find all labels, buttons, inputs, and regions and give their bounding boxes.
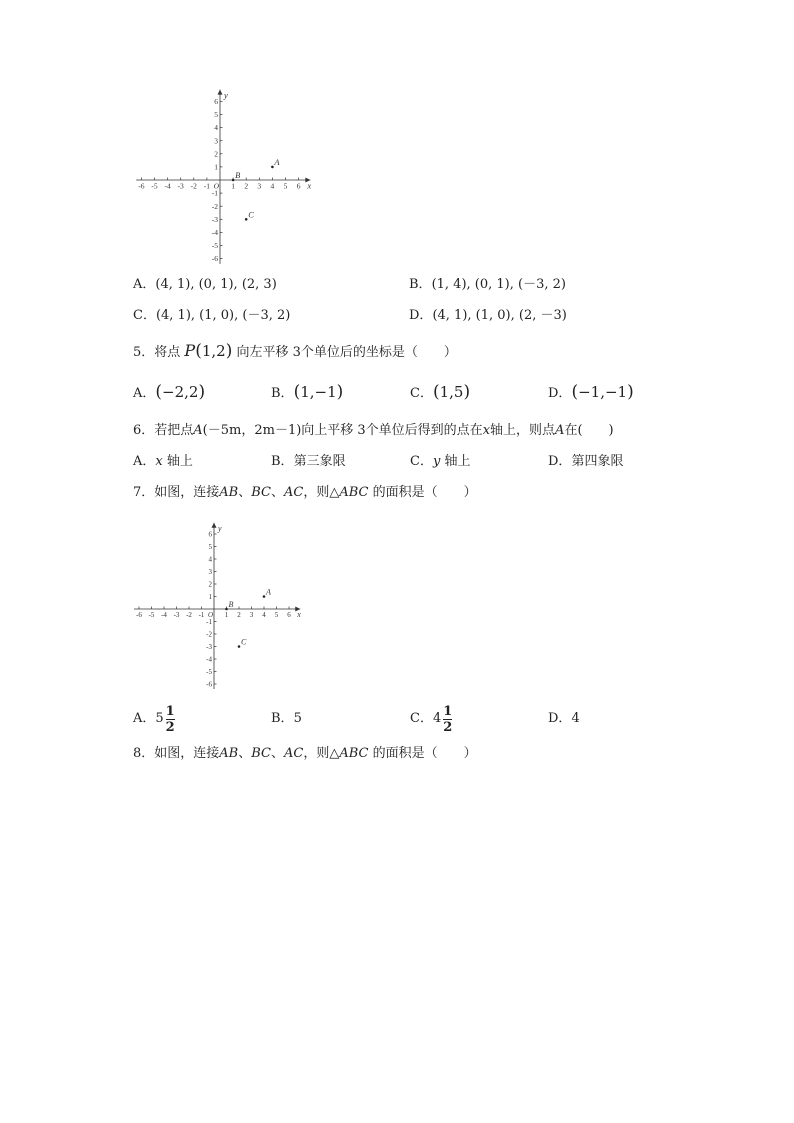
x-tick-label: -2 [190,181,197,191]
x-tick-label: -3 [177,181,184,191]
y-tick-label: -2 [211,201,218,211]
x-tick-label: 3 [257,181,262,191]
y-tick-label: -5 [206,667,212,676]
y-axis-arrow [218,90,223,95]
q6-option-b[interactable]: B．第三象限 [271,454,346,469]
y-tick-label: 3 [214,136,218,146]
coordinate-graph-2 [120,513,320,697]
origin-label: O [207,611,213,619]
x-axis-label: x [297,610,301,619]
x-tick-label: -6 [136,611,142,619]
x-tick-label: 3 [249,611,254,619]
x-tick-label: 2 [244,181,249,191]
y-tick-label: -4 [211,228,218,238]
point-label-B: B [235,170,241,180]
origin-label: O [213,181,219,191]
y-axis-label: y [218,523,222,533]
question-6: 6．若把点A(－5m，2m－1)向上平移 3个单位后得到的点在x轴上，则点A在( ) [133,423,614,438]
point-B [232,179,235,182]
y-tick-label: -6 [206,680,212,689]
x-tick-label: -1 [203,181,211,191]
q4-option-d[interactable]: D．(4, 1), (1, 0), (2, －3) [409,308,567,323]
x-tick-label: -2 [186,611,192,619]
point-B [225,608,228,611]
q5-option-c[interactable]: C．(1,5) [410,382,471,402]
q7-option-d[interactable]: D．4 [548,711,580,726]
y-tick-label: 4 [214,123,218,133]
q7-option-b[interactable]: B．5 [271,711,302,726]
fraction: $\frac{1}{2}$ [165,703,175,735]
x-tick-label: 1 [231,181,235,191]
y-tick-label: 1 [214,162,218,172]
q4-option-b[interactable]: B．(1, 4), (0, 1), (－3, 2) [409,277,566,292]
y-tick-label: 1 [208,592,212,601]
x-tick-label: -5 [151,181,158,191]
coordinate-graph-1 [120,65,330,265]
x-tick-label: -5 [148,611,155,619]
x-tick-label: -1 [198,611,205,619]
point-A [263,595,266,598]
x-tick-label: -3 [173,611,180,619]
x-axis-label: x [307,180,312,191]
point-C [238,645,241,648]
y-tick-label: -3 [211,214,218,224]
q7-option-c[interactable]: C． 4 $\frac{1}{2}$ [410,703,453,735]
q6-option-c[interactable]: C．y 轴上 [410,454,471,469]
x-tick-label: 6 [287,611,291,619]
y-axis-arrow [212,523,217,528]
q4-option-c[interactable]: C．(4, 1), (1, 0), (－3, 2) [133,308,291,323]
y-tick-label: 3 [208,567,212,576]
x-tick-label: 4 [262,611,266,619]
point-A [271,166,274,169]
question-5: 5．将点 P(1,2) 向左平移 3个单位后的坐标是（ ） [133,341,457,361]
x-tick-label: 4 [270,181,275,191]
x-tick-label: -4 [164,181,171,191]
q6-option-d[interactable]: D．第四象限 [548,454,624,469]
x-tick-label: 6 [296,181,301,191]
y-tick-label: -5 [211,241,218,251]
y-tick-label: 6 [214,97,218,107]
y-tick-label: 2 [214,149,218,159]
q5-option-a[interactable]: A．(−2,2) [133,382,206,402]
y-tick-label: -3 [206,642,212,651]
y-tick-label: 4 [208,555,212,564]
point-label-B: B [228,600,234,609]
q7-option-a[interactable]: A． 5 $\frac{1}{2}$ [133,703,175,735]
y-tick-label: -1 [206,617,212,626]
y-tick-label: -1 [211,188,218,198]
y-tick-label: -2 [206,630,212,639]
point-label-A: A [274,156,280,167]
x-tick-label: 5 [274,611,279,619]
y-tick-label: -6 [211,254,218,264]
fraction: $\frac{1}{2}$ [443,703,453,735]
point-label-C: C [241,637,247,647]
point-label-C: C [248,209,254,220]
q4-option-a[interactable]: A．(4, 1), (0, 1), (2, 3) [133,277,277,292]
point-C [245,218,248,221]
q6-option-a[interactable]: A．x 轴上 [133,454,193,469]
x-tick-label: -6 [138,181,145,191]
q5-option-b[interactable]: B．(1,−1) [271,382,344,402]
y-tick-label: 2 [208,580,212,589]
x-tick-label: 5 [283,181,288,191]
question-7: 7．如图，连接AB、BC、AC，则△ABC 的面积是（ ） [133,485,477,500]
y-axis-label: y [224,90,228,101]
y-tick-label: -4 [206,655,212,664]
y-tick-label: 5 [214,110,218,120]
x-tick-label: 1 [224,611,229,619]
y-tick-label: 6 [208,530,212,539]
x-tick-label: 2 [237,611,241,619]
x-tick-label: -4 [161,611,167,619]
point-label-A: A [266,587,271,597]
question-8: 8．如图，连接AB、BC、AC，则△ABC 的面积是（ ） [133,746,477,761]
y-tick-label: 5 [208,542,212,551]
q5-option-d[interactable]: D．(−1,−1) [548,382,634,402]
